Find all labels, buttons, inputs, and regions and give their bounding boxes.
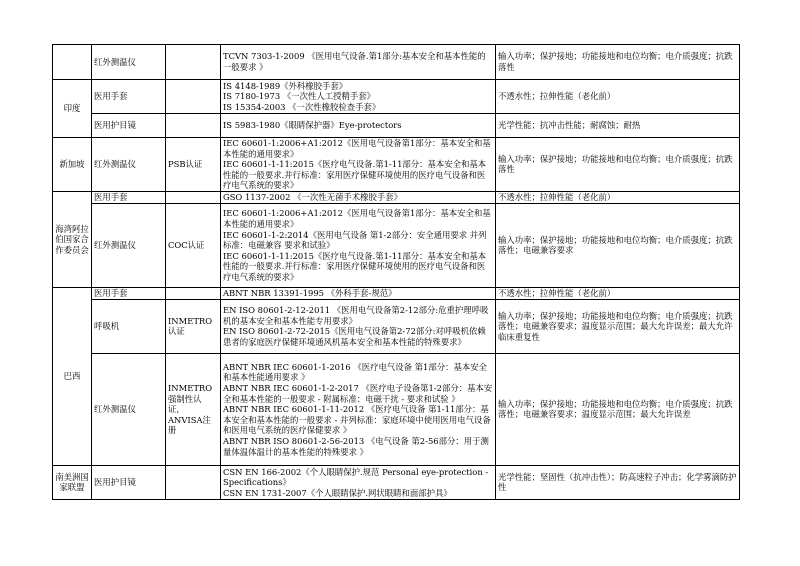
cert-cell: INMETRO强制性认证，ANVISA注册 bbox=[166, 353, 221, 465]
product-cell: 呼吸机 bbox=[92, 299, 166, 353]
standards-cell: IS 5983-1980《眼睛保护器》Eye-protectors bbox=[221, 114, 496, 138]
standards-cell: ABNT NBR IEC 60601-1-2016 《医疗电气设备 第1部分：基本安全和基本性能通用要求 》 ABNT NBR IEC 60601-1-2-2017 《医疗电子设备第1-2部分：基本安全和基本性能的一般要求 - 附属标准：电磁干扰 - 要求和试验 》 ABNT NBR IEC 60601-1-11-2012 《医疗电气设备 第1-11部分：基本安全和基本性能的一般要求 - 并列标准：家庭环境中使用医用电气设备和医用电气系统的医疗保健要求 》 ABNT NBR ISO 80601-2-56-2013 《电气设备 第2-56部分：用于测量体温体温计的基本性能的特殊要求 》 bbox=[221, 353, 496, 465]
region-cell: 新加坡 bbox=[53, 138, 92, 192]
table-row bbox=[53, 465, 740, 499]
tests-cell: 不透水性；拉伸性能（老化前） bbox=[496, 287, 740, 299]
cert-cell: COC认证 bbox=[166, 203, 221, 287]
region-cell: 印度 bbox=[53, 80, 92, 138]
product-cell: 医用手套 bbox=[92, 287, 166, 299]
tests-cell: 不透水性；拉伸性能（老化前） bbox=[496, 80, 740, 114]
table-row bbox=[53, 287, 740, 299]
product-cell: 医用护目镜 bbox=[92, 114, 166, 138]
tests-cell: 输入功率；保护接地；功能接地和电位均衡；电介质强度；抗跌落性 bbox=[496, 45, 740, 80]
region-cell: 南美洲国家联盟 bbox=[53, 465, 92, 499]
cert-cell bbox=[166, 80, 221, 114]
table-row bbox=[53, 191, 740, 203]
product-cell: 医用手套 bbox=[92, 191, 166, 203]
cert-cell: PSB认证 bbox=[166, 138, 221, 192]
tests-cell: 输入功率；保护接地；功能接地和电位均衡；电介质强度；抗跌落性；电磁兼容要求 bbox=[496, 203, 740, 287]
standards-cell: IEC 60601-1:2006+A1:2012《医用电气设备第1部分：基本安全和基本性能的通用要求》 IEC 60601-1-11:2015《医疗电气设备.第1-11部分：基本安全和基本性能的一般要求.并行标准：家用医疗保健环境使用的医疗电气设备和医疗电气系统的要求》 bbox=[221, 138, 496, 192]
standards-cell: IS 4148-1989《外科橡胶手套》 IS 7180-1973 《一次性人工授精手套》 IS 15354-2003 《一次性橡胶检查手套》 bbox=[221, 80, 496, 114]
standards-cell: TCVN 7303-1-2009 《医用电气设备.第1部分:基本安全和基本性能的一般要求 》 bbox=[221, 45, 496, 80]
standards-cell: ABNT NBR 13391-1995 《外科手套-规范》 bbox=[221, 287, 496, 299]
cert-cell: INMETRO认证 bbox=[166, 299, 221, 353]
standards-cell: IEC 60601-1:2006+A1:2012《医用电气设备第1部分：基本安全和基本性能的通用要求》 IEC 60601-1-2:2014《医用电气设备 第1-2部分：安全通用要求 并列标准：电磁兼容 要求和试验》 IEC 60601-1-11:2015《医疗电气设备.第1-11部分：基本安全和基本性能的一般要求.并行标准：家用医疗保健环境使用的医疗电气设备和医疗电气系统的要求》 bbox=[221, 203, 496, 287]
table-row bbox=[53, 45, 740, 80]
product-cell: 红外测温仪 bbox=[92, 45, 166, 80]
tests-cell: 光学性能；坚固性（抗冲击性）；防高速粒子冲击；化学雾滴防护性 bbox=[496, 465, 740, 499]
product-cell: 红外测温仪 bbox=[92, 138, 166, 192]
region-cell: 海湾阿拉伯国家合作委员会 bbox=[53, 191, 92, 287]
standards-cell: CSN EN 166-2002《个人眼睛保护.规范 Personal eye-protection - Specifications》 CSN EN 1731-2007《个人眼睛保护.网状眼睛和面部护具》 bbox=[221, 465, 496, 499]
tests-cell: 输入功率；保护接地；功能接地和电位均衡；电介质强度；抗跌落性 bbox=[496, 138, 740, 192]
region-cell: 巴西 bbox=[53, 287, 92, 465]
tests-cell: 光学性能；抗冲击性能；耐腐蚀；耐热 bbox=[496, 114, 740, 138]
cert-cell bbox=[166, 114, 221, 138]
table-row bbox=[53, 114, 740, 138]
product-cell: 医用护目镜 bbox=[92, 465, 166, 499]
cert-cell bbox=[166, 465, 221, 499]
cert-cell bbox=[166, 45, 221, 80]
standards-cell: EN ISO 80601-2-12-2011 《医用电气设备第2-12部分:危重护理呼吸机的基本安全和基本性能专用要求》 EN ISO 80601-2-72-2015《医用电气设备第2-72部分:对呼吸机依赖患者的家庭医疗保健环境通风机基本安全和基本性能的特殊要求》 bbox=[221, 299, 496, 353]
table-row bbox=[53, 138, 740, 192]
product-cell: 红外测温仪 bbox=[92, 203, 166, 287]
standards-cell: GSO 1137-2002 《一次性无菌手术橡胶手套》 bbox=[221, 191, 496, 203]
table-row bbox=[53, 203, 740, 287]
tests-cell: 不透水性；拉伸性能（老化前） bbox=[496, 191, 740, 203]
cert-cell bbox=[166, 287, 221, 299]
tests-cell: 输入功率；保护接地；功能接地和电位均衡；电介质强度；抗跌落性；电磁兼容要求；温度显示范围；最大允许误差 bbox=[496, 353, 740, 465]
tests-cell: 输入功率；保护接地；功能接地和电位均衡；电介质强度；抗跌落性；电磁兼容要求；温度显示范围；最大允许误差；最大允许临床重复性 bbox=[496, 299, 740, 353]
region-cell bbox=[53, 45, 92, 80]
table-row bbox=[53, 80, 740, 114]
product-cell: 红外测温仪 bbox=[92, 353, 166, 465]
table-row bbox=[53, 299, 740, 353]
cert-cell bbox=[166, 191, 221, 203]
product-cell: 医用手套 bbox=[92, 80, 166, 114]
table-row bbox=[53, 353, 740, 465]
certification-table bbox=[52, 44, 740, 500]
